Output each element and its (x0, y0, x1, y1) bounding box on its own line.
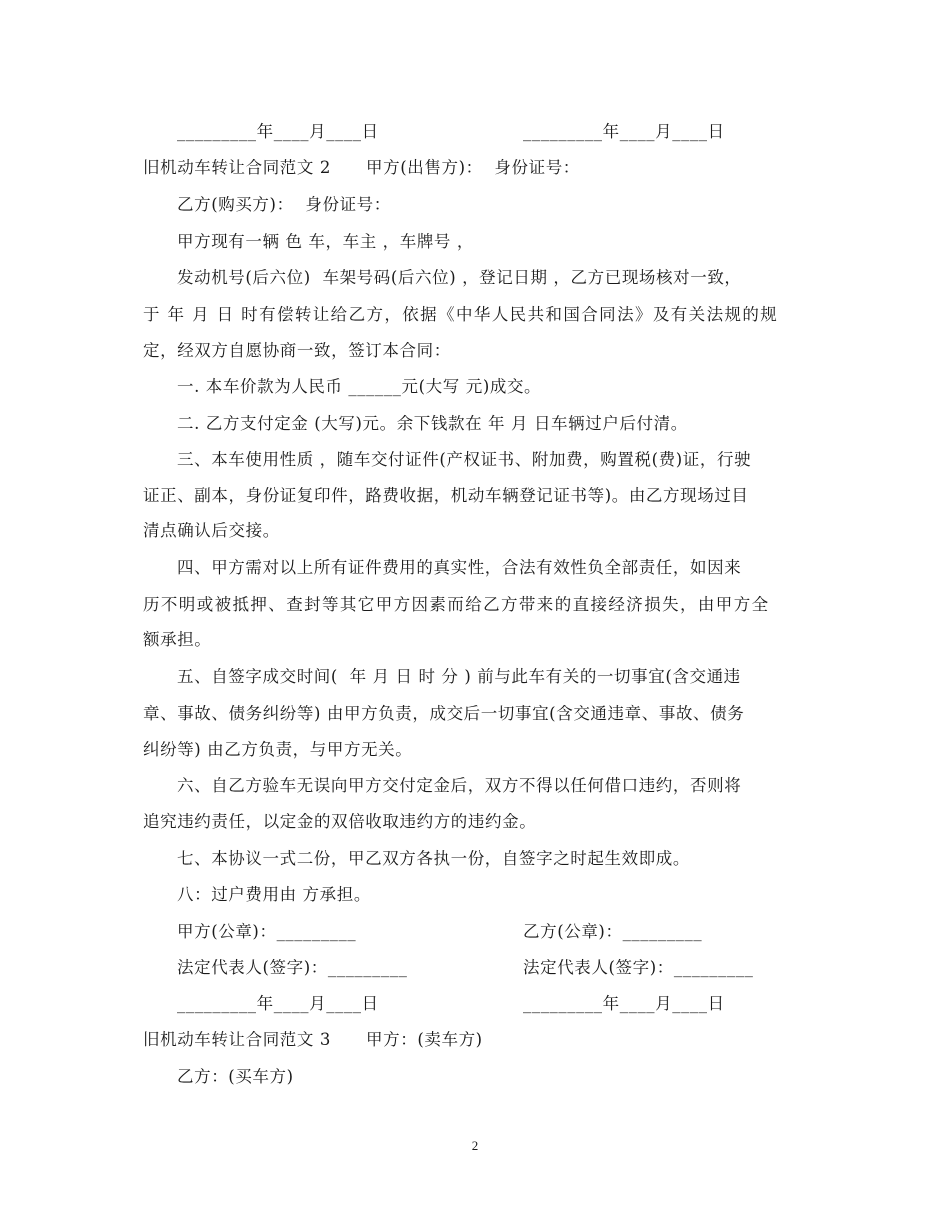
clause-4-line: 额承担。 (143, 630, 212, 649)
contract2-party-b: 乙方(购买方)： 身份证号： (177, 195, 391, 214)
clause-6-line: 追究违约责任，以定金的双倍收取违约方的违约金。 (143, 812, 537, 831)
paragraph-line: 定，经双方自愿协商一致，签订本合同： (143, 341, 451, 360)
page-number: 2 (471, 1138, 479, 1153)
paragraph-line: 发动机号(后六位) 车架号码(后六位) ，登记日期 ，乙方已现场核对一致， (177, 268, 742, 287)
clause-2: 二. 乙方支付定金 (大写)元。余下钱款在 年 月 日车辆过户后付清。 (177, 414, 688, 433)
legal-rep-b: 法定代表人(签字)：_________ (523, 958, 754, 977)
contract2-party-a: 甲方(出售方)： 身份证号： (366, 158, 580, 177)
date-line-right-top: _________年____月____日 (523, 122, 725, 141)
contract2-heading: 旧机动车转让合同范文 2 (143, 158, 331, 177)
clause-3-line: 证正、副本，身份证复印件，路费收据，机动车辆登记证书等)。由乙方现场过目 (143, 486, 749, 505)
paragraph-line: 甲方现有一辆 色 车，车主 ，车牌号 ， (177, 232, 474, 251)
clause-5-line: 章、事故、债务纠纷等) 由甲方负责，成交后一切事宜(含交通违章、事故、债务 (143, 704, 745, 723)
seal-party-b: 乙方(公章)：_________ (523, 922, 703, 941)
date-line-left-bottom: _________年____月____日 (177, 994, 379, 1013)
seal-party-a: 甲方(公章)：_________ (177, 922, 357, 941)
date-line-left-top: _________年____月____日 (177, 122, 379, 141)
clause-6-line: 六、自乙方验车无误向甲方交付定金后，双方不得以任何借口违约，否则将 (177, 776, 742, 795)
contract3-heading: 旧机动车转让合同范文 3 (143, 1030, 331, 1049)
clause-3-line: 三、本车使用性质 ，随车交付证件(产权证书、附加费，购置税(费)证，行驶 (177, 450, 752, 469)
clause-7: 七、本协议一式二份，甲乙双方各执一份，自签字之时起生效即成。 (177, 849, 690, 868)
contract3-header-line (143, 1030, 823, 1050)
clause-3-line: 清点确认后交接。 (143, 521, 280, 540)
clause-1: 一. 本车价款为人民币 ______元(大写 元)成交。 (177, 377, 542, 396)
contract2-header-line (143, 158, 823, 178)
clause-5-line: 五、自签字成交时间( 年 月 日 时 分 ) 前与此车有关的一切事宜(含交通违 (177, 667, 741, 686)
clause-4-line: 四、甲方需对以上所有证件费用的真实性，合法有效性负全部责任，如因来 (177, 558, 742, 577)
date-line-right-bottom: _________年____月____日 (523, 994, 725, 1013)
paragraph-line: 于 年 月 日 时有偿转让给乙方，依据《中华人民共和国合同法》及有关法规的规 (143, 305, 779, 324)
clause-8: 八：过户费用由 方承担。 (177, 885, 371, 904)
clause-4-line: 历不明或被抵押、查封等其它甲方因素而给乙方带来的直接经济损失，由甲方全 (143, 595, 770, 614)
clause-5-line: 纠纷等) 由乙方负责，与甲方无关。 (143, 740, 413, 759)
legal-rep-a: 法定代表人(签字)：_________ (177, 958, 408, 977)
contract3-party-b: 乙方：(买车方) (177, 1067, 294, 1086)
contract3-party-a: 甲方：(卖车方) (366, 1030, 483, 1049)
